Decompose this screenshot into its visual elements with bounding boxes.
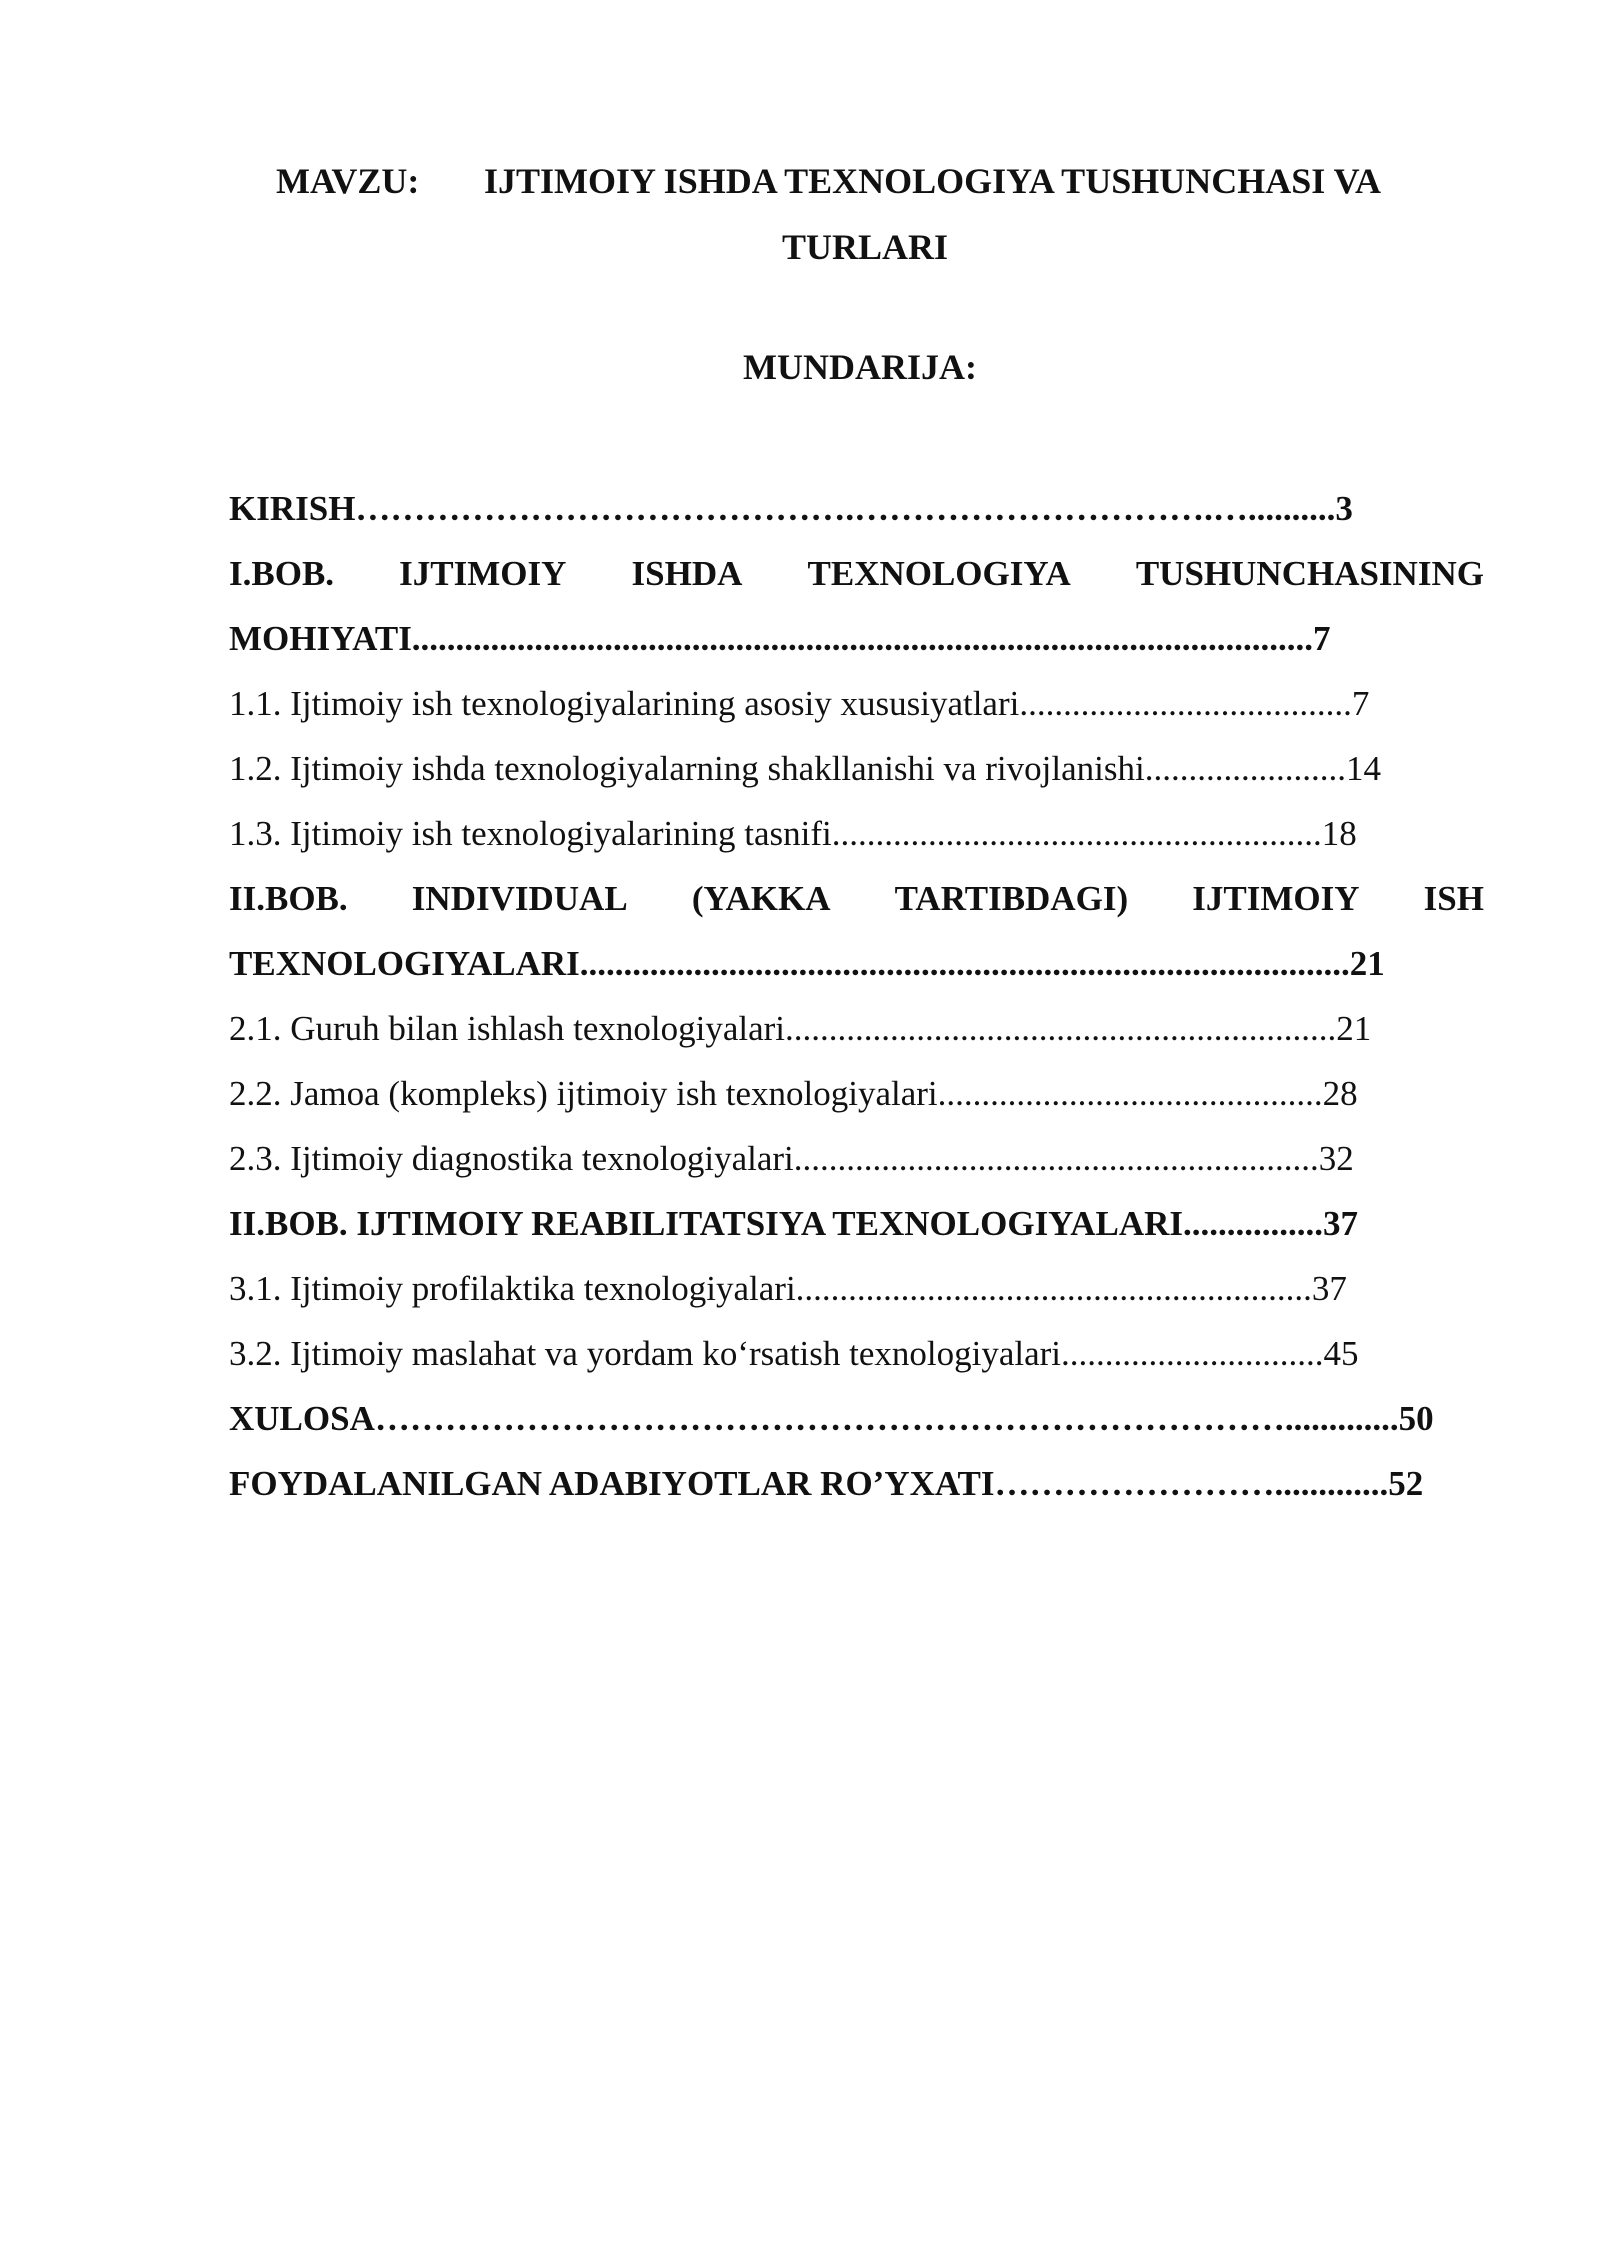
toc-entry (229, 736, 1484, 801)
toc-entry-text: 1.3. Ijtimoiy ish texnologiyalarining tasnifi........................................................18 (229, 814, 1357, 853)
toc-entry-text: 2.1. Guruh bilan ishlash texnologiyalari...............................................................21 (229, 1009, 1372, 1048)
toc-entry-word: TEXNOLOGIYA (807, 554, 1071, 593)
toc-entry-text: 3.1. Ijtimoiy profilaktika texnologiyalari...........................................................37 (229, 1269, 1347, 1308)
toc-entry-text: II.BOB. IJTIMOIY REABILITATSIYA TEXNOLOGIYALARI................37 (229, 1204, 1359, 1243)
contents-heading: MUNDARIJA: (743, 347, 977, 387)
toc-entry (229, 1386, 1484, 1451)
toc-entry-text: 1.2. Ijtimoiy ishda texnologiyalarning shakllanishi va rivojlanishi.......................14 (229, 749, 1381, 788)
toc-entry-text: MOHIYATI.......................................................................................................7 (229, 619, 1331, 658)
toc-entry-text: 2.3. Ijtimoiy diagnostika texnologiyalari............................................................32 (229, 1139, 1354, 1178)
toc-entry (229, 1061, 1484, 1126)
toc-entry (229, 1191, 1484, 1256)
toc-entry-word: (YAKKA (691, 879, 831, 918)
toc-entry-text: XULOSA…………………………………………………………………….............50 (229, 1399, 1434, 1438)
table-of-contents (229, 476, 1484, 1516)
toc-entry (229, 801, 1484, 866)
title-label: MAVZU: (276, 161, 420, 201)
toc-entry-word: IJTIMOIY (1192, 879, 1360, 918)
toc-entry-word: TARTIBDAGI) (894, 879, 1129, 918)
toc-entry (229, 671, 1484, 736)
toc-entry-word: ISH (1423, 879, 1484, 918)
toc-entry-word: INDIVIDUAL (411, 879, 628, 918)
toc-entry-word: ISHDA (631, 554, 743, 593)
title-line-1: IJTIMOIY ISHDA TEXNOLOGIYA TUSHUNCHASI VA (484, 161, 1381, 201)
title-line-2: TURLARI (781, 227, 949, 267)
toc-entry-text: 3.2. Ijtimoiy maslahat va yordam ko‘rsatish texnologiyalari..............................45 (229, 1334, 1359, 1373)
toc-entry (229, 541, 1484, 606)
toc-entry-word: I.BOB. (229, 554, 335, 593)
toc-entry-text: 2.2. Jamoa (kompleks) ijtimoiy ish texnologiyalari............................................28 (229, 1074, 1358, 1113)
toc-entry-text: FOYDALANILGAN ADABIYOTLAR RO’YXATI…………………….............52 (229, 1464, 1424, 1503)
toc-entry (229, 606, 1484, 671)
toc-entry-word: IJTIMOIY (399, 554, 567, 593)
toc-entry (229, 1256, 1484, 1321)
toc-entry (229, 1451, 1484, 1516)
toc-entry-text: TEXNOLOGIYALARI........................................................................................21 (229, 944, 1385, 983)
toc-entry-text: 1.1. Ijtimoiy ish texnologiyalarining asosiy xususiyatlari......................................7 (229, 684, 1370, 723)
toc-entry (229, 996, 1484, 1061)
toc-entry-word: TUSHUNCHASINING (1135, 554, 1484, 593)
toc-entry (229, 1321, 1484, 1386)
toc-entry (229, 931, 1484, 996)
toc-entry (229, 1126, 1484, 1191)
toc-entry (229, 866, 1484, 931)
toc-entry-word: II.BOB. (229, 879, 348, 918)
toc-entry-text: KIRISH…………………………………….………………………….…..........3 (229, 489, 1353, 528)
toc-entry (229, 476, 1484, 541)
